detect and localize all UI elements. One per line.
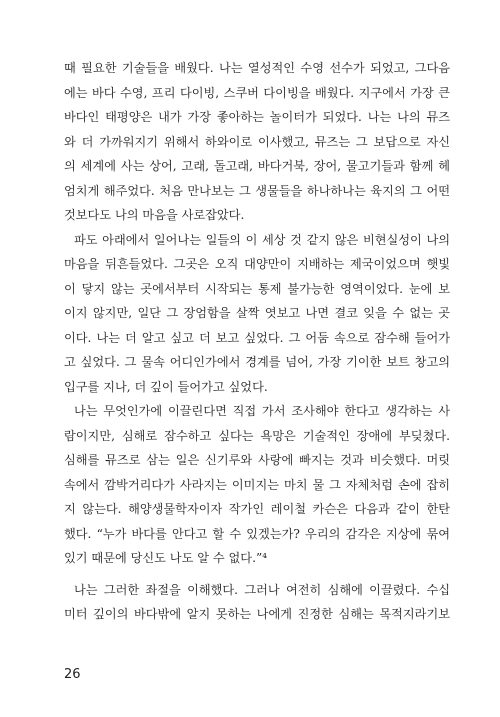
text-line: 지 않는다. 해양생물학자이자 작가인 레이철 카슨은 다음과 같이 한탄 <box>64 502 450 516</box>
text-line: 파도 아래에서 일어나는 일들의 이 세상 것 같지 않은 비현실성이 나의 <box>74 232 450 247</box>
paragraph <box>64 56 450 228</box>
text-line: 것보다도 나의 마음을 사로잡았다. <box>64 208 245 222</box>
text-line: 속에서 깜박거리다가 사라지는 이미지는 마치 물 그 자체처럼 손에 잡히 <box>64 477 450 492</box>
text-line: 람이지만, 심해로 잠수하고 싶다는 욕망은 기술적인 장애에 부딪쳤다. <box>64 428 450 443</box>
text-line: 이지 않지만, 일단 그 장엄함을 살짝 엿보고 나면 결코 잊을 수 없는 곳 <box>64 306 450 320</box>
text-line: 입구를 지나, 더 깊이 들어가고 싶었다. <box>64 379 268 394</box>
paragraph <box>64 578 450 627</box>
text-line: 마음을 뒤흔들었다. 그곳은 오직 대양만이 지배하는 제국이었으며 햇빛 <box>64 257 450 271</box>
text-line: 의 세계에 사는 상어, 고래, 돌고래, 바다거북, 장어, 물고기들과 함께 헤 <box>64 159 450 173</box>
text-line: 미터 깊이의 바다밖에 알지 못하는 나에게 진정한 심해는 목적지라기보 <box>64 607 450 621</box>
text-line: 심해를 뮤즈로 삼는 일은 신기루와 사랑에 빠지는 것과 비슷했다. 머릿 <box>64 453 450 467</box>
body-text <box>64 56 450 627</box>
paragraph <box>64 399 450 571</box>
page-number: 26 <box>64 667 81 682</box>
paragraph <box>64 228 450 400</box>
text-line: 나는 무엇인가에 이끌린다면 직접 가서 조사해야 한다고 생각하는 사 <box>74 404 450 418</box>
text-line: 있기 때문에 당신도 나도 알 수 없다.”⁴ <box>64 551 268 565</box>
text-line: 때 필요한 기술들을 배웠다. 나는 열성적인 수영 선수가 되었고, 그다음 <box>64 61 450 75</box>
text-line: 이다. 나는 더 알고 싶고 더 보고 싶었다. 그 어둠 속으로 잠수해 들어가 <box>64 330 450 345</box>
text-line: 와 더 가까워지기 위해서 하와이로 이사했고, 뮤즈는 그 보답으로 자신 <box>64 134 450 149</box>
text-line: 바다인 태평양은 내가 가장 좋아하는 놀이터가 되었다. 나는 나의 뮤즈 <box>64 110 450 124</box>
text-line: 했다. “누가 바다를 안다고 할 수 있겠는가? 우리의 감각은 지상에 묶여 <box>64 526 450 541</box>
text-line: 고 싶었다. 그 물속 어디인가에서 경계를 넘어, 가장 기이한 보트 창고의 <box>64 355 450 369</box>
text-line: 에는 바다 수영, 프리 다이빙, 스쿠버 다이빙을 배웠다. 지구에서 가장 큰 <box>64 85 450 100</box>
text-line: 이 닿지 않는 곳에서부터 시작되는 통제 불가능한 영역이었다. 눈에 보 <box>64 281 450 296</box>
text-line: 엄치게 해주었다. 처음 만나보는 그 생물들을 하나하나는 육지의 그 어떤 <box>64 183 450 198</box>
text-line: 나는 그러한 좌절을 이해했다. 그러나 여전히 심해에 이끌렸다. 수십 <box>74 582 450 597</box>
